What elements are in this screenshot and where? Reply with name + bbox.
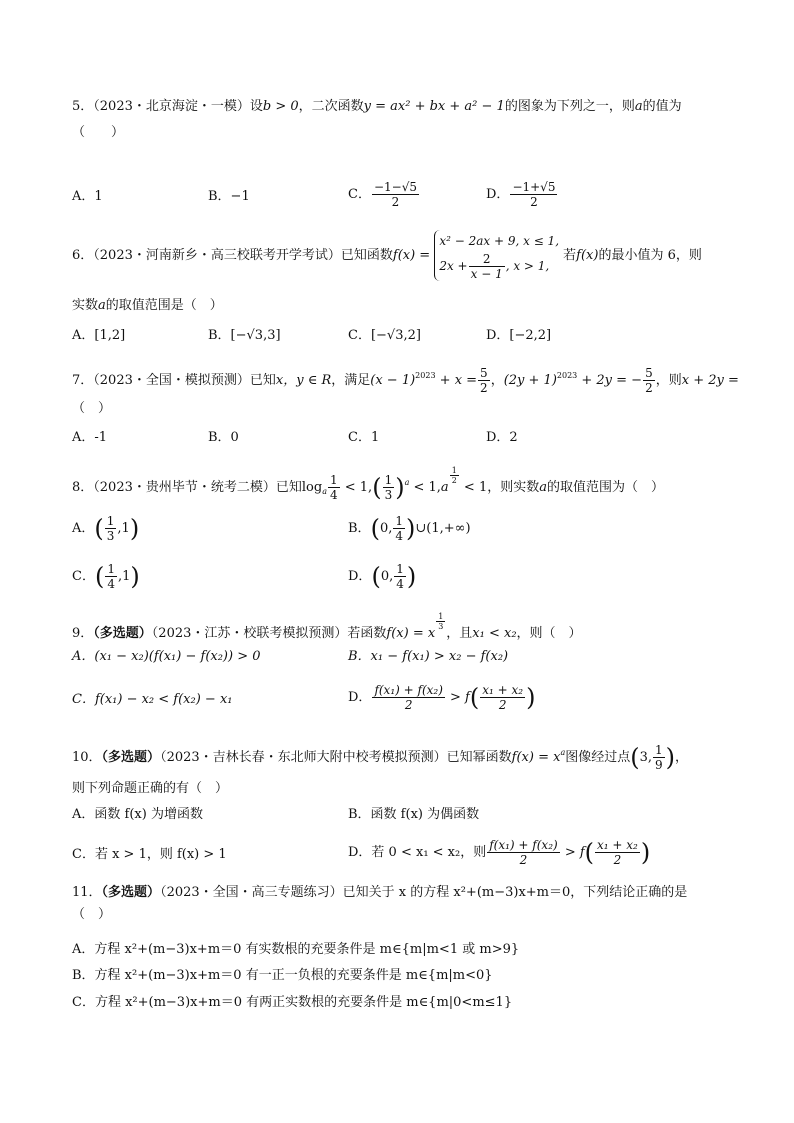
numerator: 1 — [107, 562, 115, 576]
denominator: 4 — [329, 488, 338, 502]
q8-power-fraction — [383, 473, 395, 502]
left-paren: ( — [371, 562, 381, 591]
option-label: D． — [486, 187, 510, 202]
q10-text: 图像经过点 — [565, 750, 631, 765]
numerator: 1 — [384, 473, 393, 487]
q8-option-a[interactable] — [72, 514, 139, 543]
q9-condition: x₁ < x₂ — [472, 626, 517, 641]
q10-stem — [72, 743, 688, 772]
q7-eq2: (2y + 1) — [503, 373, 557, 388]
denominator: 3 — [106, 529, 115, 543]
numerator: f(x₁) + f(x₂) — [489, 838, 558, 852]
numerator: f(x₁) + f(x₂) — [374, 683, 443, 697]
numerator: 2 — [469, 252, 505, 267]
q11-option-b[interactable]: B．方程 x²+(m−3)x+m＝0 有一正一负根的充要条件是 m∈{m|m<0} — [72, 968, 493, 983]
q7-blank: （ ） — [72, 401, 112, 416]
q7-option-a[interactable]: A．-1 — [72, 430, 108, 445]
q5-text: 的值为 — [642, 99, 682, 114]
q9-option-b[interactable]: B．x₁ − f(x₁) > x₂ − f(x₂) — [348, 649, 509, 664]
q5-function: y = ax² + bx + a² − 1 — [363, 99, 505, 114]
numerator: 1 — [655, 743, 663, 757]
q8-source: （2023・贵州毕节・统考二模） — [93, 480, 276, 495]
q8-root-base: a — [440, 480, 449, 495]
q7-source: （2023・全国・模拟预测） — [93, 373, 250, 388]
q6-text: 实数 — [72, 298, 99, 313]
q9-text: ，且 — [446, 626, 473, 641]
numerator: x₁ + x₂ — [482, 683, 524, 697]
denominator: 2 — [451, 476, 457, 485]
q8-log: log — [301, 480, 323, 495]
left-paren: ( — [94, 514, 104, 543]
q7-eq1-rhs: + x = — [435, 373, 478, 388]
q7-eq2-exponent: 2023 — [556, 371, 578, 380]
q6-variable: a — [98, 298, 106, 313]
q5-d-fraction — [510, 180, 557, 209]
q7-eq2-fraction — [643, 366, 655, 395]
q6-option-d[interactable]: D．[−2,2] — [486, 328, 552, 343]
q9-text: 若函数 — [347, 626, 387, 641]
q7-target: x + 2y = — [681, 373, 739, 388]
q8-power-exponent: a — [404, 478, 410, 487]
q7-eq1-fraction — [478, 366, 490, 395]
denominator: 2 — [613, 853, 622, 867]
numerator: −1+√5 — [512, 180, 556, 194]
fraction — [105, 514, 117, 543]
q7-text: ， — [490, 373, 504, 388]
option-label: C． — [348, 187, 371, 202]
q8-text: 的取值范围为（ ） — [547, 480, 665, 495]
q11-source: （2023・全国・高三专题练习） — [160, 885, 343, 900]
numerator: 1 — [438, 612, 444, 621]
q8-text: < 1, — [409, 480, 441, 495]
q11-multi-tag: （多选题） — [101, 885, 161, 900]
right-paren: ) — [526, 683, 536, 712]
q7-option-b[interactable]: B．0 — [208, 430, 239, 445]
q10-option-b[interactable]: B．函数 f(x) 为偶函数 — [348, 807, 480, 822]
q5-text: 的图象为下列之一，则 — [504, 99, 635, 114]
q6-option-b[interactable]: B．[−√3,3] — [208, 328, 281, 343]
option-label: A． — [72, 521, 95, 536]
q11-number: 11． — [72, 885, 102, 900]
q7-option-c[interactable]: C．1 — [348, 430, 380, 445]
right-paren: ) — [665, 743, 676, 772]
option-mid: > f — [560, 845, 585, 860]
q7-variables: x，y ∈ R — [275, 373, 332, 388]
q5-blank: （ ） — [72, 125, 125, 140]
q10-text: ， — [675, 750, 689, 765]
q8-log-base: a — [322, 487, 327, 496]
q6-source: （2023・河南新乡・高三校联考开学考试） — [93, 248, 341, 263]
q6-option-c[interactable]: C．[−√3,2] — [348, 328, 421, 343]
denominator: 3 — [438, 622, 444, 631]
q5-variable: a — [634, 99, 643, 114]
option-tail: ∪(1,+∞) — [415, 521, 471, 536]
q9-source: （2023・江苏・校联考模拟预测） — [151, 626, 348, 641]
q10-text: 已知幂函数 — [446, 750, 512, 765]
q7-stem — [72, 366, 739, 395]
denominator: 2 — [498, 698, 507, 712]
denominator: 2 — [519, 853, 528, 867]
q6-function-ref: f(x) — [576, 248, 599, 263]
q6-text: 的取值范围是（ ） — [105, 298, 223, 313]
q7-text: ，满足 — [331, 373, 371, 388]
q5-condition: b > 0 — [262, 99, 299, 114]
q6-case-2-fraction — [469, 252, 505, 281]
left-paren: ( — [94, 562, 105, 591]
q6-option-a[interactable]: A．[1,2] — [72, 328, 126, 343]
q10-option-d[interactable] — [348, 838, 650, 867]
q8-option-c[interactable] — [72, 562, 140, 591]
denominator: x − 1 — [470, 267, 503, 281]
right-paren: ) — [395, 473, 405, 502]
q10-function: f(x) = x — [511, 750, 561, 765]
left-paren: ( — [469, 683, 480, 712]
option-label: C． — [72, 569, 95, 584]
q5-text: ，二次函数 — [298, 99, 364, 114]
q6-number: 6． — [72, 248, 94, 263]
q7-number: 7． — [72, 373, 94, 388]
q7-text: 已知 — [249, 373, 276, 388]
q6-stem-line-2 — [72, 297, 223, 315]
option-head: 0, — [379, 521, 393, 536]
q5-option-b[interactable]: B．−1 — [208, 189, 250, 204]
numerator: 5 — [645, 366, 653, 380]
left-paren: ( — [584, 838, 595, 867]
q9-option-d[interactable] — [348, 683, 535, 712]
numerator: 1 — [396, 562, 404, 576]
numerator: x₁ + x₂ — [597, 838, 638, 852]
q5-option-c[interactable] — [348, 180, 420, 209]
q7-text: ，则 — [655, 373, 682, 388]
q6-case-1: x² − 2ax + 9, x ≤ 1, — [439, 234, 560, 248]
q5-text: 设 — [249, 99, 263, 114]
q11-stem — [72, 884, 687, 902]
fraction — [595, 838, 640, 867]
left-paren: ( — [370, 514, 380, 543]
fraction — [394, 562, 406, 591]
denominator: 4 — [396, 577, 404, 591]
option-tail: ,1 — [117, 521, 130, 536]
q7-eq2-rhs: + 2y = − — [577, 373, 643, 388]
q11-option-c[interactable]: C．方程 x²+(m−3)x+m＝0 有两正实数根的充要条件是 m∈{m|0<m≤1} — [72, 995, 513, 1010]
q5-option-a[interactable]: A．1 — [72, 189, 103, 204]
q11-option-a[interactable]: A．方程 x²+(m−3)x+m＝0 有实数根的充要条件是 m∈{m|m<1 或 m>9} — [72, 942, 520, 957]
right-paren: ) — [130, 562, 140, 591]
denominator: 9 — [655, 758, 663, 772]
q10-option-a[interactable]: A．函数 f(x) 为增函数 — [72, 807, 203, 822]
q10-source: （2023・吉林长春・东北师大附中校考模拟预测） — [160, 750, 447, 765]
q10-exponent: a — [560, 748, 566, 757]
q6-case-2: 2x + — [439, 259, 468, 273]
option-label: D． — [348, 690, 372, 705]
q9-multi-tag: （多选题） — [93, 626, 152, 641]
denominator: 4 — [107, 577, 115, 591]
left-paren: ( — [372, 473, 382, 502]
q10-multi-tag: （多选题） — [101, 750, 161, 765]
right-paren: ) — [129, 514, 140, 543]
option-mid: > f — [445, 690, 470, 705]
q8-log-fraction — [328, 473, 340, 502]
q10-option-c[interactable]: C．若 x > 1，则 f(x) > 1 — [72, 847, 227, 862]
right-paren: ) — [640, 838, 651, 867]
q6-text: 的最小值为 6，则 — [598, 248, 702, 263]
q9-function: f(x) = x — [386, 626, 436, 641]
q8-number: 8． — [72, 480, 94, 495]
q5-stem — [72, 98, 682, 116]
q8-variable: a — [539, 480, 547, 495]
denominator: 2 — [404, 698, 413, 712]
denominator: 4 — [395, 529, 403, 543]
q7-eq1-exponent: 2023 — [415, 371, 436, 380]
q10-stem-line-2: 则下列命题正确的有（ ） — [72, 781, 229, 796]
q8-text: 已知 — [275, 480, 302, 495]
q8-text: < 1 — [459, 480, 488, 495]
q7-option-d[interactable]: D．2 — [486, 430, 518, 445]
numerator: 1 — [395, 514, 403, 528]
q8-stem — [72, 466, 664, 502]
q8-option-b[interactable] — [348, 514, 471, 543]
q9-text: ，则（ ） — [516, 626, 582, 641]
q10-point-fraction — [653, 743, 665, 772]
denominator: 2 — [391, 195, 400, 209]
q6-text: 若 — [563, 248, 577, 263]
denominator: 2 — [530, 195, 538, 209]
q8-text: ，则实数 — [487, 480, 540, 495]
fraction — [480, 683, 525, 712]
q7-eq1: (x − 1) — [370, 373, 416, 388]
q6-stem — [72, 230, 702, 281]
q11-text: 已知关于 x 的方程 x²+(m−3)x+m＝0，下列结论正确的是 — [342, 885, 688, 900]
numerator: 1 — [106, 514, 115, 528]
q5-c-fraction — [372, 180, 419, 209]
q6-case-2-cond: , x > 1, — [505, 259, 550, 273]
numerator: −1−√5 — [373, 180, 417, 194]
q8-text: < 1, — [340, 480, 373, 495]
numerator: 1 — [451, 466, 457, 475]
q5-number: 5． — [72, 99, 94, 114]
denominator: 2 — [645, 381, 653, 395]
q8-root-exponent — [450, 466, 459, 485]
denominator: 3 — [384, 488, 393, 502]
q9-stem — [72, 612, 582, 643]
q6-text: 已知函数 — [340, 248, 393, 263]
q6-function-name: f(x) = — [392, 248, 431, 263]
fraction — [393, 514, 405, 543]
option-label: B． — [348, 521, 371, 536]
option-label: D．若 0 < x₁ < x₂，则 — [348, 845, 487, 860]
option-label: D． — [348, 569, 372, 584]
q11-blank: （ ） — [72, 907, 112, 922]
fraction — [372, 683, 444, 712]
q9-option-a[interactable]: A．(x₁ − x₂)(f(x₁) − f(x₂)) > 0 — [72, 649, 261, 664]
numerator: 1 — [329, 473, 338, 487]
fraction — [105, 562, 117, 591]
q9-number: 9． — [72, 626, 94, 641]
q5-option-d[interactable] — [486, 180, 558, 209]
fraction — [487, 838, 559, 867]
option-tail: ,1 — [117, 569, 131, 584]
q5-source: （2023・北京海淀・一模） — [93, 99, 250, 114]
q6-piecewise — [434, 230, 559, 281]
option-head: 0, — [380, 569, 394, 584]
q9-exponent — [436, 612, 445, 631]
q9-option-c[interactable]: C．f(x₁) − x₂ < f(x₂) − x₁ — [72, 692, 233, 707]
q8-option-d[interactable] — [348, 562, 416, 591]
q10-number: 10． — [72, 750, 102, 765]
q10-point-x: 3, — [639, 750, 653, 765]
right-paren: ) — [406, 562, 417, 591]
numerator: 5 — [480, 366, 488, 380]
denominator: 2 — [480, 381, 488, 395]
right-paren: ) — [405, 514, 416, 543]
left-paren: ( — [630, 743, 640, 772]
